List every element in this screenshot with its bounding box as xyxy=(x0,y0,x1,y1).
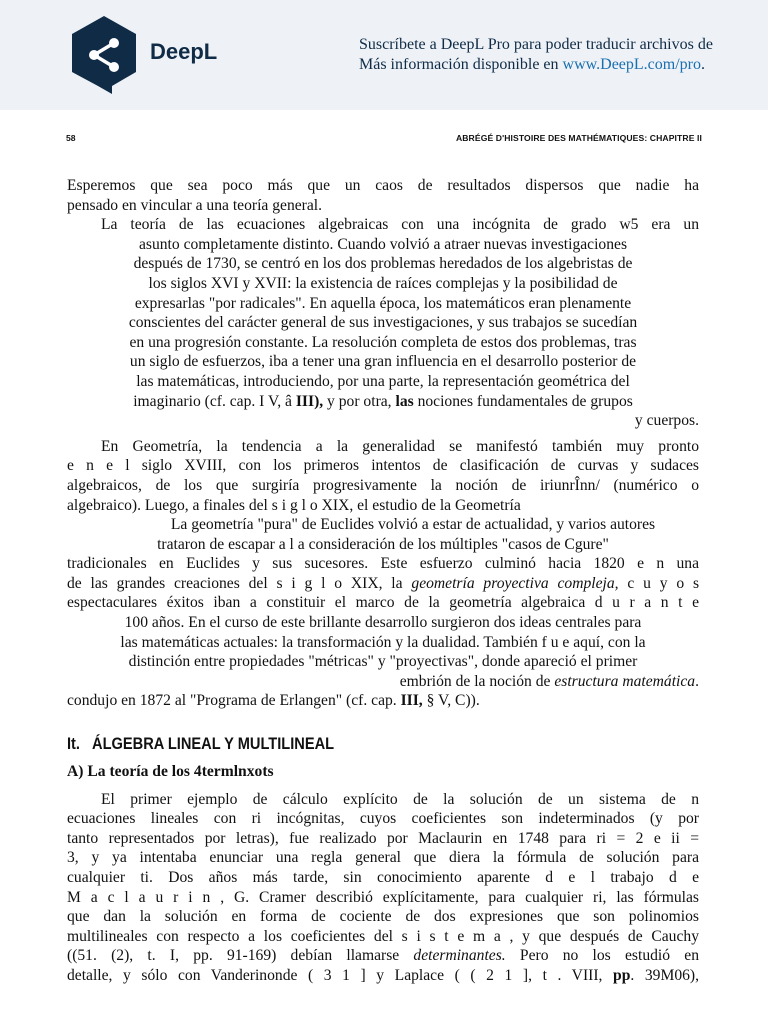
text-line: algebraico). Luego, a finales del s i g l o XIX, el estudio de la Geometría xyxy=(67,496,521,514)
text-line xyxy=(67,672,699,692)
text-line: espectaculares éxitos iban a constituir el marco de la geometría algebraica d u r a n t e xyxy=(67,594,699,612)
text-line: pensado en vincular a una teoría general. xyxy=(67,196,323,214)
text-line: En Geometría, la tendencia a la generalidad se manifestó también muy pronto xyxy=(101,437,699,455)
text-line: las matemáticas, introduciendo, por una parte, la representación geométrica del xyxy=(136,372,630,390)
document-body xyxy=(67,176,699,986)
deepl-logo[interactable] xyxy=(68,14,217,96)
promo-line-1: Suscríbete a DeepL Pro para poder traducir archivos de xyxy=(359,36,713,53)
text-line: después de 1730, se centró en los dos problemas heredados de los algebristas de xyxy=(133,255,633,273)
logo-text: DeepL xyxy=(150,39,218,64)
section-heading xyxy=(67,734,611,754)
paragraph-4 xyxy=(67,515,699,711)
bold-ref: III), xyxy=(295,392,324,410)
text-line xyxy=(67,392,699,412)
paragraph-1 xyxy=(67,176,699,215)
text-run: nociones fundamentales de grupos xyxy=(413,392,633,410)
bold-ref: III, xyxy=(400,692,423,710)
text-run: § V, C)). xyxy=(422,692,480,710)
text-run: condujo en 1872 al "Programa de Erlangen" (cf. cap. xyxy=(67,692,401,710)
text-line: y cuerpos. xyxy=(634,412,699,430)
text-line xyxy=(67,946,699,966)
text-run: de las grandes creaciones del s i g l o XIX, la xyxy=(67,574,412,592)
text-line: multilineales con respecto a los coeficientes del s i s t e m a , y que después de Cauchy xyxy=(67,927,699,945)
text-run: . xyxy=(695,672,699,690)
text-line: cualquier ti. Dos años más tarde, sin conocimiento aparente d e l trabajo d e xyxy=(67,869,699,886)
text-line xyxy=(67,966,699,986)
text-run: y por otra, xyxy=(323,392,396,410)
text-line xyxy=(67,691,699,711)
paragraph-2 xyxy=(67,215,699,431)
text-line: ecuaciones lineales con ri incógnitas, cuyos coeficientes son indeterminados (y por xyxy=(67,810,699,828)
text-line: trataron de escapar a l a consideración de los múltiples "casos de Cgure" xyxy=(157,535,609,553)
promo-link[interactable]: www.DeepL.com/pro xyxy=(562,56,701,73)
text-line: 100 años. En el curso de este brillante desarrollo surgieron dos ideas centrales para xyxy=(124,614,642,632)
text-line xyxy=(67,574,699,594)
text-run: ((51. (2), t. I, pp. 91-169) debían llamarse xyxy=(67,947,414,965)
bold-word: las xyxy=(395,392,414,410)
promo-line-2-suffix: . xyxy=(701,56,705,73)
text-line: que dan la solución en forma de cociente de dos expresiones que son polinomios xyxy=(67,908,699,926)
text-line: las matemáticas actuales: la transformación y la dualidad. También f u e aquí, con la xyxy=(120,633,646,651)
text-line: e n e l siglo XVIII, con los primeros intentos de clasificación de curvas y sudaces xyxy=(67,457,699,475)
text-line: 3, y ya intentaba enunciar una regla general que diera la fórmula de solución para xyxy=(67,849,699,867)
text-line: los siglos XVI y XVII: la existencia de raíces complejas y la posibilidad de xyxy=(148,274,618,292)
text-line: Esperemos que sea poco más que un caos de resultados dispersos que nadie ha xyxy=(67,177,699,194)
subsection-heading: A) La teoría de los 4termlnxots xyxy=(67,763,274,781)
text-run: . 39M06), xyxy=(630,966,699,984)
running-title: ABRÉGÉ D'HISTOIRE DES MATHÉMATIQUES: CHAPITRE II xyxy=(455,133,702,143)
section-title: ÁLGEBRA LINEAL Y MULTILINEAL xyxy=(92,734,335,754)
promo-line-2 xyxy=(359,55,713,75)
deepl-share-icon xyxy=(68,14,140,96)
bold-abbrev: pp xyxy=(613,966,631,984)
text-line: El primer ejemplo de cálculo explícito de la solución de un sistema de n xyxy=(101,790,699,808)
text-run: imaginario (cf. cap. I V, â xyxy=(133,392,296,410)
italic-term: estructura matemática xyxy=(554,672,696,690)
text-line: distinción entre propiedades "métricas" y "proyectivas", donde apareció el primer xyxy=(128,653,638,671)
italic-term: determinantes. xyxy=(413,947,506,965)
text-run: embrión de la noción de xyxy=(399,672,555,690)
text-run: Pero no los estudió en xyxy=(505,947,699,965)
text-run: detalle, y sólo con Vanderinonde ( 3 1 ] y Laplace ( ( 2 1 ], t . VIII, xyxy=(67,966,614,984)
deepl-promo-banner xyxy=(0,0,768,110)
text-line: expresarlas "por radicales". En aquella época, los matemáticos eran plenamente xyxy=(134,294,632,312)
running-head xyxy=(66,133,702,147)
text-line: un siglo de esfuerzos, iba a tener una gran influencia en el desarrollo posterior de xyxy=(129,353,637,371)
text-line: asunto completamente distinto. Cuando volvió a atraer nuevas investigaciones xyxy=(138,235,628,253)
italic-term: geometría proyectiva compleja, xyxy=(411,574,619,592)
text-line: tradicionales en Euclides y sus sucesores. Este esfuerzo culminó hacia 1820 e n una xyxy=(67,555,699,573)
text-line: conscientes del carácter general de sus investigaciones, y sus trabajos se sucedían xyxy=(128,314,638,332)
text-line: algebraicos, de los que surgiría progresivamente la noción de iriunrÎnn/ (numérico o xyxy=(67,476,699,494)
promo-line-2-prefix: Más información disponible en xyxy=(359,56,563,73)
page-number: 58 xyxy=(66,133,76,143)
paragraph-5 xyxy=(67,790,699,986)
text-run: c u y o s xyxy=(618,574,700,592)
promo-text xyxy=(359,35,713,75)
paragraph-3 xyxy=(67,437,699,515)
text-line: en una progresión constante. La resolución completa de estos dos problemas, tras xyxy=(129,333,637,351)
text-line: La teoría de las ecuaciones algebraicas con una incógnita de grado w5 era un xyxy=(101,216,699,234)
section-number: It. xyxy=(67,734,80,754)
text-line: M a c l a u r i n , G. Cramer describió explícitamente, para cualquier ri, las fórmulas xyxy=(67,888,699,906)
text-line: La geometría "pura" de Euclides volvió a estar de actualidad, y varios autores xyxy=(170,516,656,534)
text-line: tanto representados por letras), fue realizado por Maclaurin en 1748 para ri = 2 e ii = xyxy=(67,829,699,847)
